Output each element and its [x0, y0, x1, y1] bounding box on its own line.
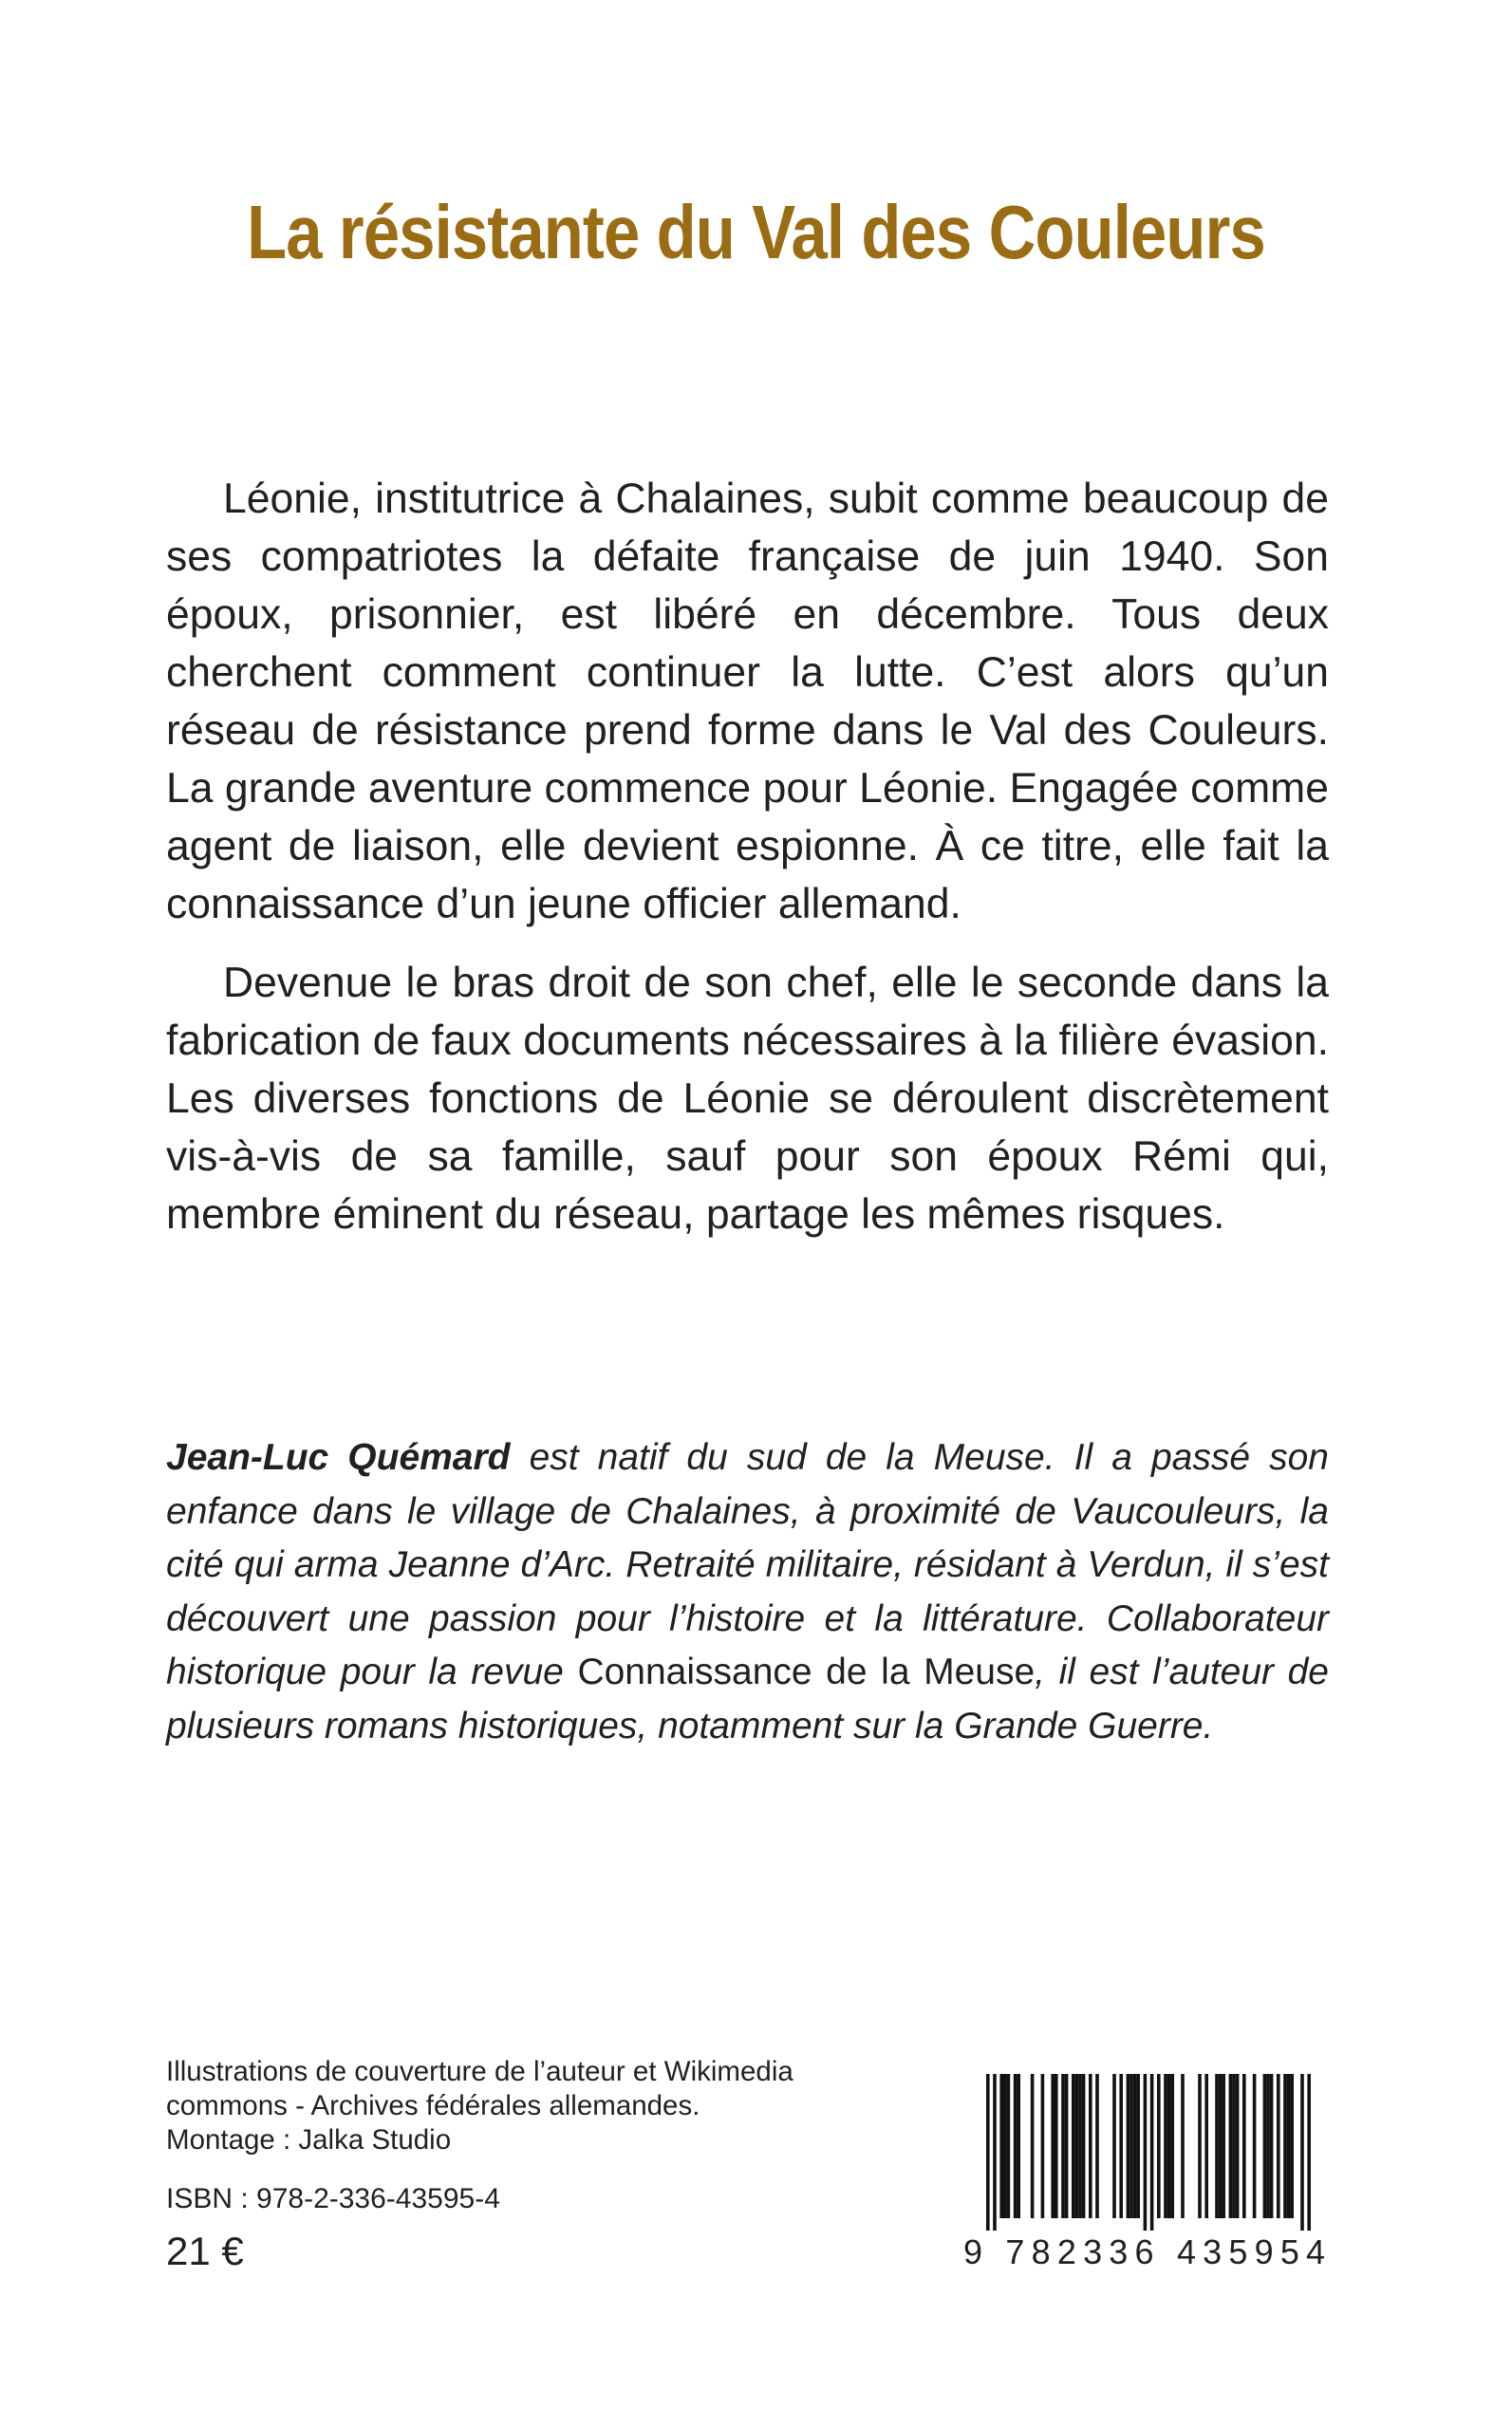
barcode-bar	[1290, 2074, 1294, 2218]
barcode-bar	[1078, 2074, 1082, 2218]
barcode-bar	[1136, 2074, 1140, 2218]
barcode-bar	[1150, 2074, 1154, 2231]
barcode-bar	[1112, 2074, 1116, 2218]
barcode-bar	[1222, 2074, 1225, 2218]
barcode-bar	[1300, 2074, 1304, 2231]
barcode-bar	[999, 2074, 1003, 2218]
summary-paragraph-1: Léonie, institutrice à Chalaines, subit comme beaucoup de ses compatriotes la défaite française de juin 1940. Son époux, prisonnier, est libéré en décembre. Tous deux cherchent comment continuer la lutte. C’est alors qu’un réseau de résistance prend forme dans le Val des Couleurs. La grande aventure commence pour Léonie. Engagée comme agent de liaison, elle devient espionne. À ce titre, elle fait la connaissance d’un jeune officier allemand.	[166, 476, 1329, 927]
barcode-bar	[1133, 2074, 1137, 2218]
barcode-bar	[1266, 2074, 1270, 2218]
barcode-bar	[1236, 2074, 1240, 2218]
barcode-bar	[1014, 2074, 1017, 2218]
barcode-bar	[1170, 2074, 1174, 2218]
barcode-bar	[1007, 2074, 1011, 2218]
barcode-bar	[1119, 2074, 1123, 2218]
barcode-bar	[1277, 2074, 1280, 2218]
barcode-bar	[1017, 2074, 1020, 2218]
credits-line: commons - Archives fédérales allemandes.	[166, 2090, 700, 2121]
barcode-image	[975, 2074, 1337, 2231]
barcode-bar	[1003, 2074, 1007, 2218]
barcode-bar	[1263, 2074, 1267, 2218]
barcode-bar	[1164, 2074, 1167, 2218]
barcode-bar	[1065, 2074, 1069, 2218]
barcode-bar	[1095, 2074, 1099, 2218]
author-bio	[166, 1431, 1329, 1753]
barcode-bar	[1253, 2074, 1257, 2218]
author-bio-text-1: est natif du sud de la Meuse. Il a passé son enfance dans le village de Chalaines, à proximité de Vaucouleurs, la cité qui arma Jeanne d’Arc. Retraité militaire, résidant à Verdun, il s’est découvert une passion pour l’histoire et la littérature. Collaborateur historique pour la revue	[166, 1437, 1329, 1692]
barcode-bar	[1051, 2074, 1055, 2218]
barcode-bar	[1157, 2074, 1161, 2218]
summary-paragraph-2: Devenue le bras droit de son chef, elle le seconde dans la fabrication de faux documents nécessaires à la filière évasion. Les diverses fonctions de Léonie se déroulent discrètement vis-à-vis de sa famille, sauf pour son époux Rémi qui, membre éminent du réseau, partage les mêmes risques.	[166, 960, 1329, 1238]
barcode-bar	[1061, 2074, 1065, 2218]
cover-credits	[166, 2055, 831, 2157]
barcode-bar	[1232, 2074, 1236, 2218]
price: 21 €	[166, 2229, 244, 2273]
barcode-bar	[1055, 2074, 1058, 2218]
barcode-bar	[993, 2074, 997, 2231]
barcode-bar	[1075, 2074, 1079, 2218]
barcode-bar	[1198, 2074, 1202, 2218]
author-bio-text-2: , il est l’auteur de plusieurs romans historiques, notamment sur la Grande Guerre.	[166, 1652, 1329, 1746]
barcode-bar	[1072, 2074, 1075, 2218]
barcode-bar	[1041, 2074, 1045, 2218]
barcode-bar	[1307, 2074, 1311, 2231]
barcode-bar	[986, 2074, 990, 2231]
book-title: La résistante du Val des Couleurs	[247, 190, 1265, 274]
barcode-bar	[1204, 2074, 1208, 2218]
barcode-bar	[1129, 2074, 1133, 2218]
barcode-bar	[1031, 2074, 1035, 2218]
isbn-number: ISBN : 978-2-336-43595-4	[166, 2183, 500, 2214]
author-name: Jean-Luc Quémard	[166, 1437, 511, 1478]
credits-line: Montage : Jalka Studio	[166, 2124, 452, 2156]
barcode-bar	[1089, 2074, 1092, 2218]
barcode-bar	[1270, 2074, 1274, 2218]
barcode-bar	[1219, 2074, 1223, 2218]
barcode-bar	[1144, 2074, 1148, 2231]
barcode-bar	[1242, 2074, 1246, 2218]
credits-line: Illustrations de couverture de l’auteur et Wikimedia	[166, 2056, 793, 2087]
barcode-bar	[1229, 2074, 1233, 2218]
barcode-bar	[1283, 2074, 1287, 2218]
back-cover-summary	[166, 470, 1329, 1264]
barcode-bar	[1181, 2074, 1185, 2218]
journal-name: Connaissance de la Meuse	[577, 1652, 1036, 1692]
barcode-bar	[1127, 2074, 1130, 2218]
barcode-digits: 9 782336 435954	[963, 2232, 1333, 2271]
barcode-bar	[1167, 2074, 1171, 2218]
barcode-bar	[1082, 2074, 1086, 2218]
barcode-bar	[1287, 2074, 1291, 2218]
barcode-bar	[1215, 2074, 1219, 2218]
